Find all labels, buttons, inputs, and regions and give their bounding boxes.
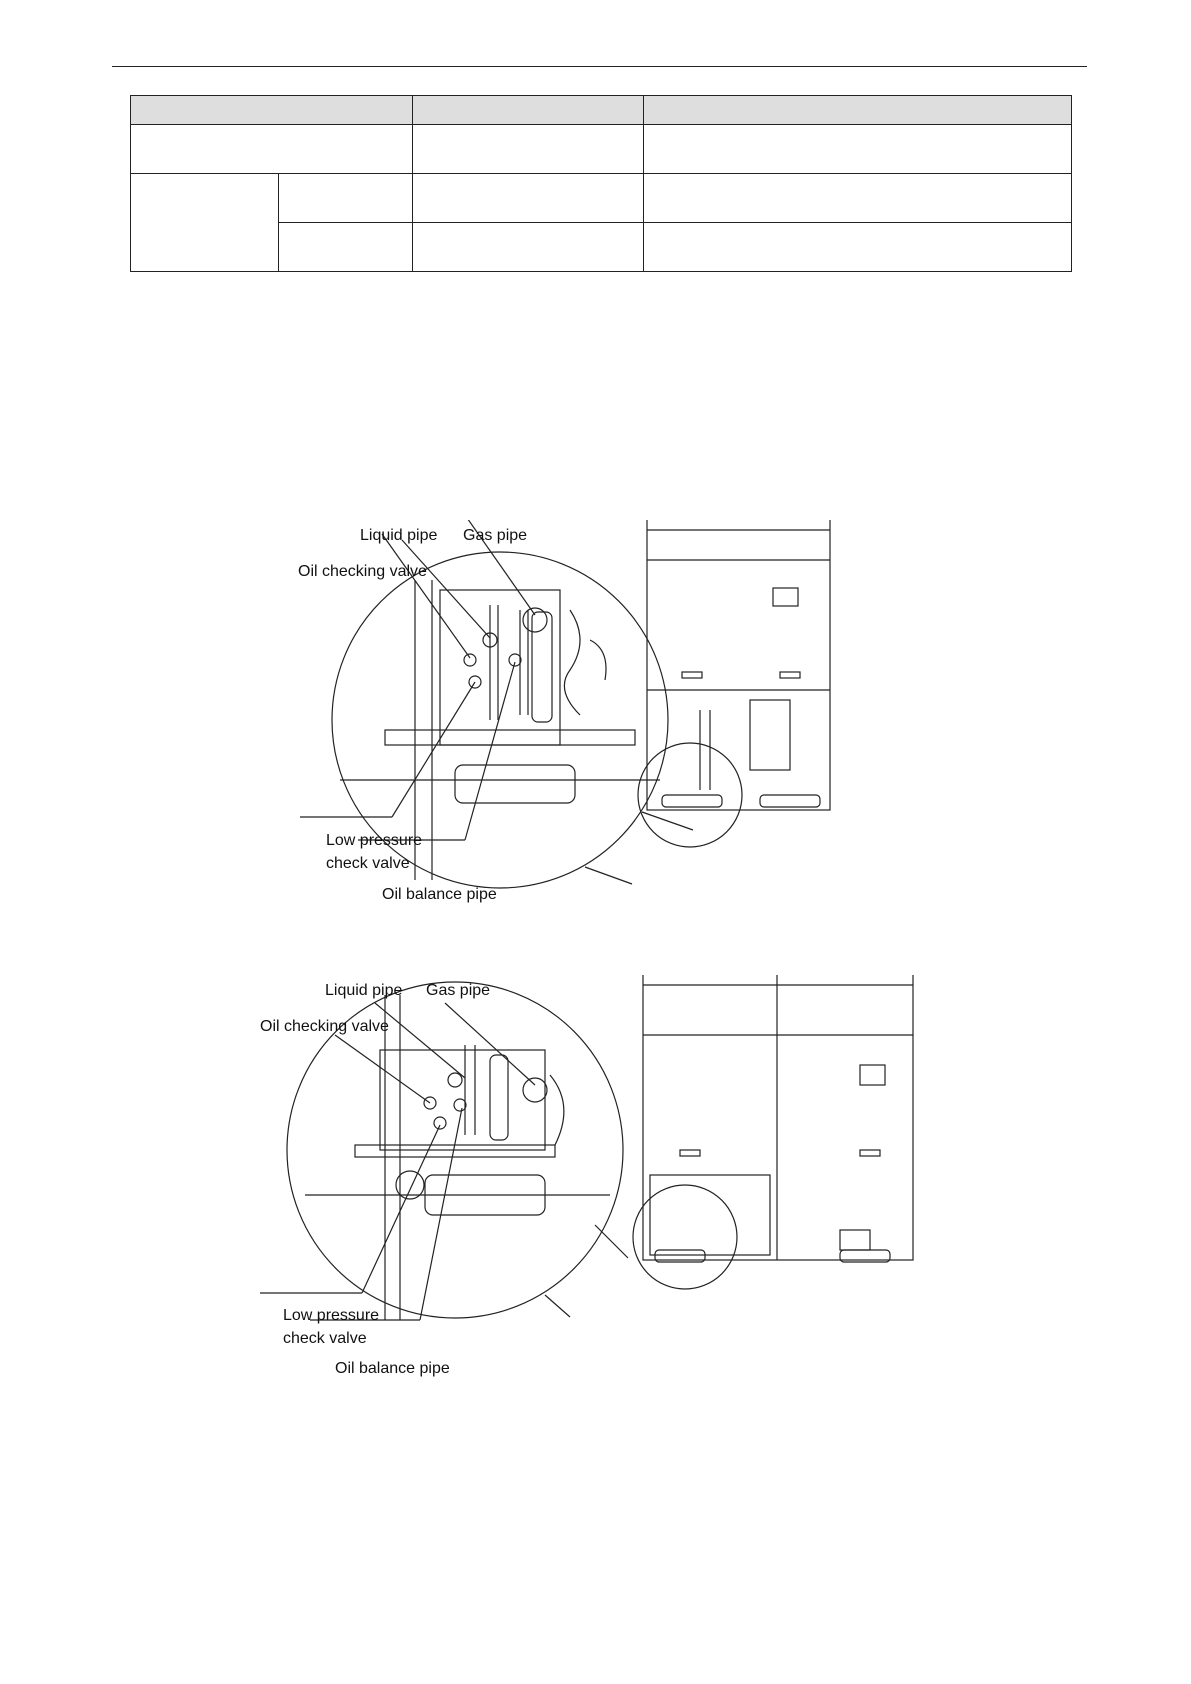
fig1-gas-pipe-label: Gas pipe — [463, 527, 528, 544]
fig2-low-pressure-label-1: Low pressure — [283, 1307, 380, 1324]
table-cell — [644, 223, 1072, 272]
fig2-gas-pipe-label: Gas pipe — [426, 982, 491, 999]
table-cell — [413, 125, 644, 174]
fig1-oil-balance-pipe-label: Oil balance pipe — [382, 886, 497, 903]
table-row — [131, 125, 1072, 174]
fig1-low-pressure-label-1: Low pressure — [326, 832, 423, 849]
table-cell — [279, 223, 413, 272]
table-header-cell — [413, 96, 644, 125]
table-header-cell — [644, 96, 1072, 125]
table-cell — [644, 174, 1072, 223]
header-rule — [112, 66, 1087, 67]
table-cell — [413, 223, 644, 272]
unit-body — [643, 975, 913, 1260]
fig1-low-pressure-label-2: check valve — [326, 855, 410, 872]
table-cell — [413, 174, 644, 223]
fig2-oil-checking-valve-label: Oil checking valve — [260, 1018, 389, 1035]
spec-table — [130, 95, 1072, 272]
table-row — [131, 174, 1072, 223]
table-cell — [644, 125, 1072, 174]
fig2-oil-balance-pipe-label: Oil balance pipe — [335, 1360, 450, 1377]
fig2-low-pressure-label-2: check valve — [283, 1330, 367, 1347]
table-header-row — [131, 96, 1072, 125]
unit-body — [647, 520, 830, 810]
fig2-liquid-pipe-label: Liquid pipe — [325, 982, 403, 999]
fig1-oil-checking-valve-label: Oil checking valve — [298, 563, 427, 580]
table-cell — [279, 174, 413, 223]
table-header-cell — [131, 96, 413, 125]
fig1-liquid-pipe-label: Liquid pipe — [360, 527, 438, 544]
table-cell — [131, 125, 413, 174]
table-cell — [131, 174, 279, 272]
